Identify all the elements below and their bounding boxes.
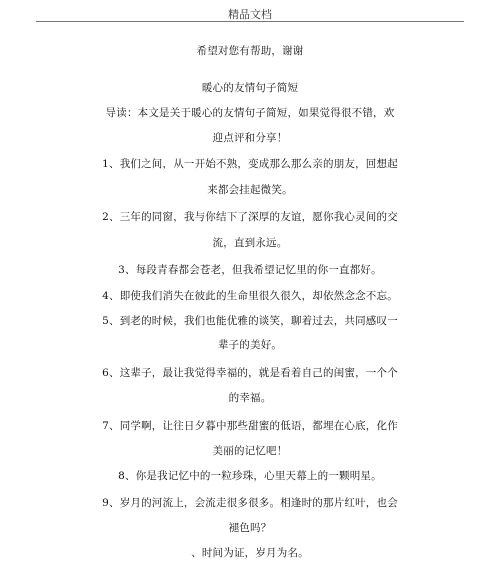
header-divider bbox=[36, 21, 464, 22]
item-4-line-1: 4、即使我们消失在彼此的生命里很久很久，却依然念念不忘。 bbox=[102, 290, 398, 302]
item-9-line-2: 褪色吗？ bbox=[228, 522, 272, 534]
item-1-line-2: 来都会挂起微笑。 bbox=[207, 184, 293, 196]
item-2-line-1: 2、三年的同窗，我与你结下了深厚的友谊，愿你我心灵间的交 bbox=[102, 211, 398, 223]
document-title: 暖心的友情句子简短 bbox=[201, 82, 299, 94]
item-7-line-2: 美丽的记忆吧！ bbox=[212, 445, 288, 457]
greeting-line: 希望对您有帮助，谢谢 bbox=[196, 45, 304, 57]
intro-line-1: 导读：本文是关于暖心的友情句子简短，如果觉得很不错，欢 bbox=[105, 107, 395, 119]
intro-line-2: 迎点评和分享！ bbox=[212, 132, 288, 144]
header-label: 精品文档 bbox=[228, 8, 272, 21]
item-2-line-2: 流，直到永远。 bbox=[212, 237, 288, 249]
item-10-line-1: 、时间为证，岁月为名。 bbox=[191, 547, 309, 559]
item-1-line-1: 1、我们之间，从一开始不熟，变成那么那么亲的朋友，回想起 bbox=[102, 158, 398, 170]
item-3-line-1: 3、每段青春都会苍老，但我希望记忆里的你一直都好。 bbox=[118, 264, 382, 276]
item-9-line-1: 9、岁月的河流上，会流走很多很多。相逢时的那片红叶，也会 bbox=[102, 497, 398, 509]
item-7-line-1: 7、同学啊，让往日夕暮中那些甜蜜的低语，都埋在心底，化作 bbox=[102, 420, 398, 432]
item-6-line-1: 6、这辈子，最让我觉得幸福的，就是看着自己的闺蜜，一个个 bbox=[102, 367, 398, 379]
item-5-line-1: 5、到老的时候，我们也能优雅的谈笑，聊着过去，共同感叹一 bbox=[102, 315, 398, 327]
item-6-line-2: 的幸福。 bbox=[228, 392, 272, 404]
item-5-line-2: 辈子的美好。 bbox=[217, 339, 283, 351]
item-8-line-1: 8、你是我记忆中的一粒珍珠，心里天幕上的一颗明星。 bbox=[118, 470, 382, 482]
